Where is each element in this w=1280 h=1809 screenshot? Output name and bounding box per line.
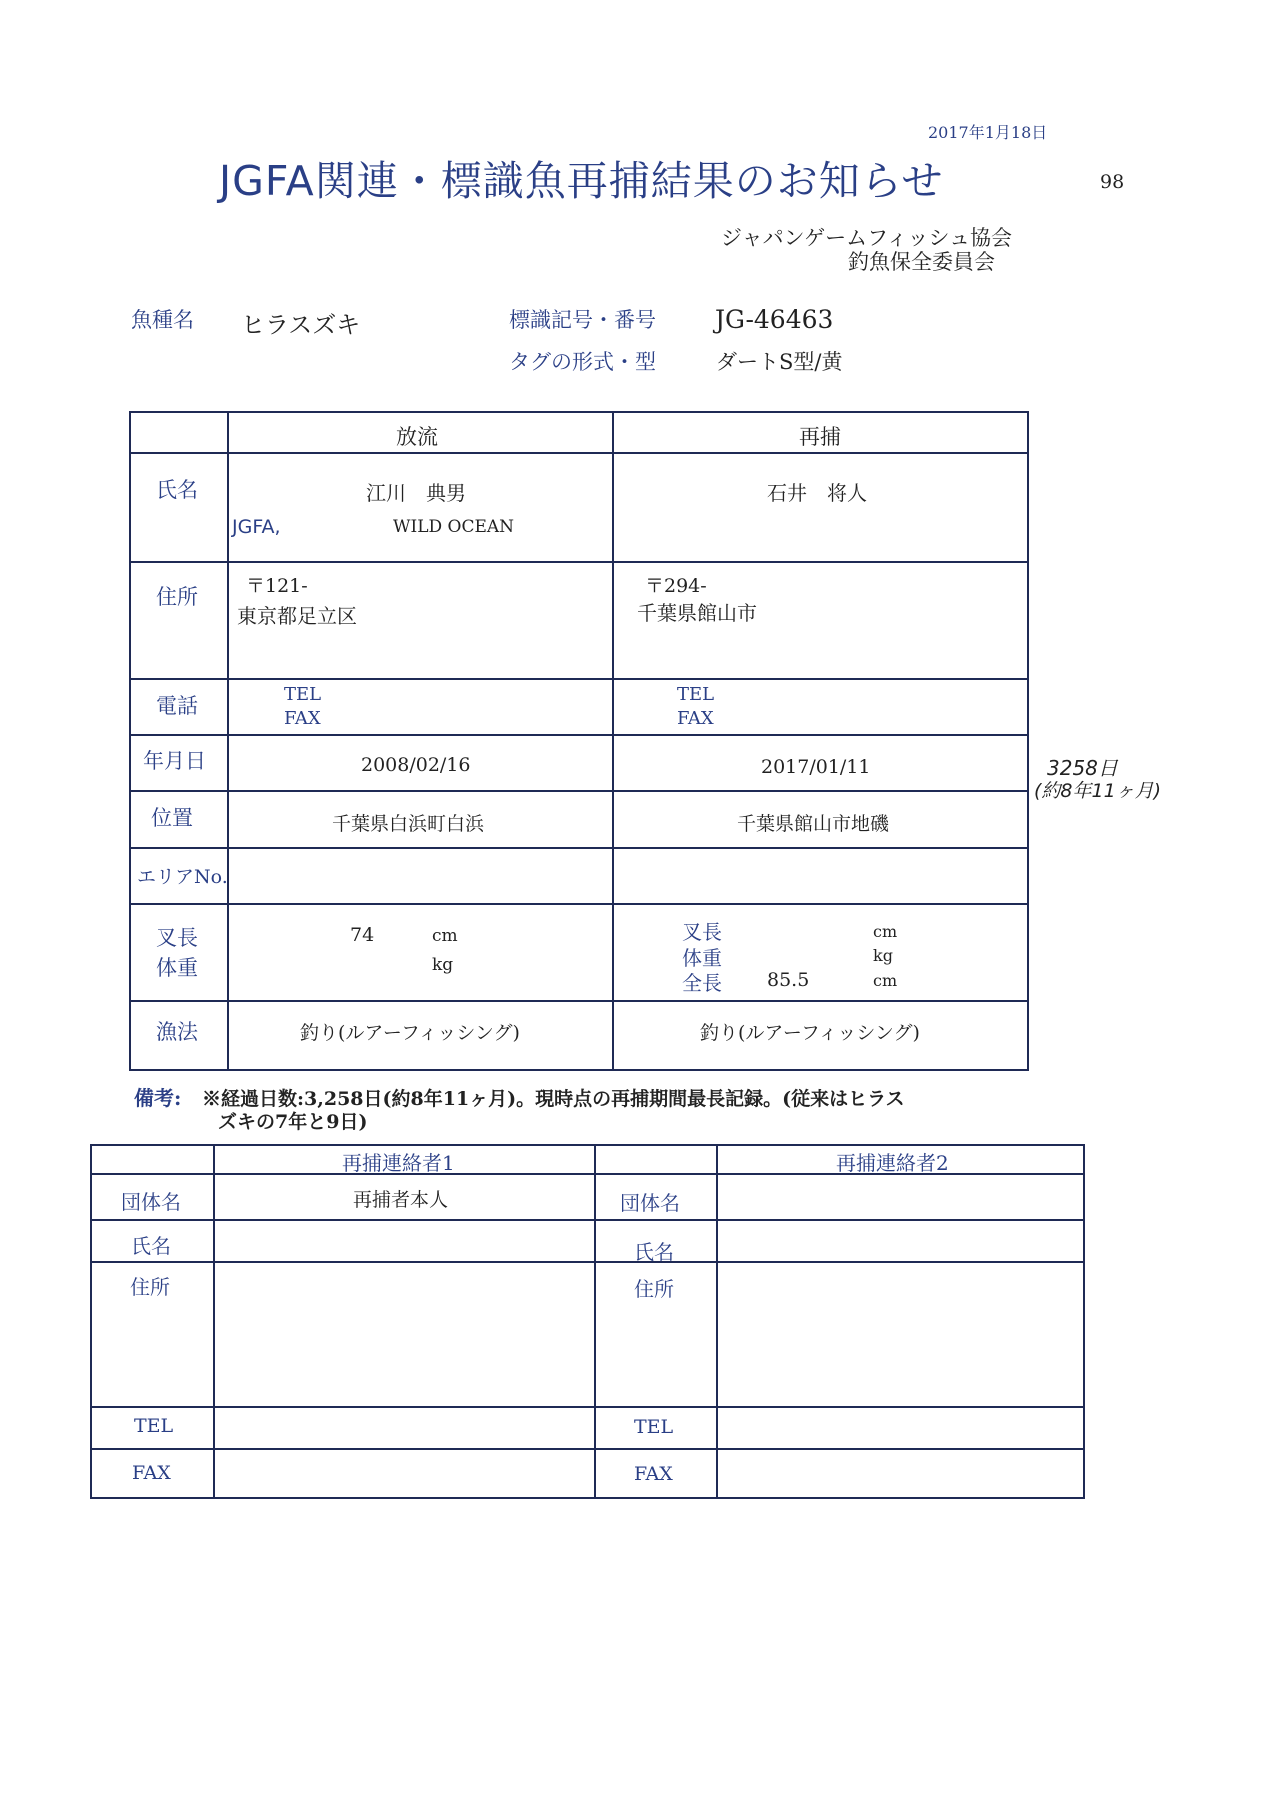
tag-type-value: ダートS型/黄 xyxy=(716,350,843,374)
release-unit-kg: kg xyxy=(432,955,454,975)
contact2-tel-label: TEL xyxy=(634,1416,674,1438)
recapture-fax-label: FAX xyxy=(677,708,714,729)
location-row-label: 位置 xyxy=(151,806,193,830)
area-row-label: エリアNo. xyxy=(137,866,228,888)
release-org-prefix: JGFA, xyxy=(232,516,281,538)
address-row-label: 住所 xyxy=(156,585,198,609)
release-location: 千葉県白浜町白浜 xyxy=(332,813,485,835)
org-committee: 釣魚保全委員会 xyxy=(848,250,995,274)
contact2-address-label: 住所 xyxy=(634,1277,674,1301)
issue-date: 2017年1月18日 xyxy=(928,123,1048,142)
remarks-text-line1: ※経過日数:3,258日(約8年11ヶ月)。現時点の再捕期間最長記録。(従来はヒラス xyxy=(202,1088,905,1110)
release-date: 2008/02/16 xyxy=(361,754,471,776)
recapture-zip: 〒294- xyxy=(645,575,707,597)
release-column-header: 放流 xyxy=(396,425,438,449)
page-title: JGFA関連・標識魚再捕結果のお知らせ xyxy=(219,157,944,205)
release-unit-cm: cm xyxy=(432,926,458,946)
recapture-date: 2017/01/11 xyxy=(761,756,871,778)
name-row-label: 氏名 xyxy=(156,478,198,502)
release-fork-length-label: 叉長 xyxy=(156,926,198,950)
contact2-group-label: 団体名 xyxy=(620,1191,680,1215)
remarks-label: 備考: xyxy=(134,1086,182,1110)
release-weight-label: 体重 xyxy=(156,956,198,980)
contact1-group-label: 団体名 xyxy=(121,1190,181,1214)
release-angler-name: 江川 典男 xyxy=(366,481,466,505)
contact1-fax-label: FAX xyxy=(132,1462,171,1484)
recapture-angler-name: 石井 将人 xyxy=(767,481,867,505)
release-org-name: WILD OCEAN xyxy=(393,517,515,537)
release-zip: 〒121- xyxy=(246,575,308,597)
recapture-weight-label: 体重 xyxy=(682,946,722,970)
contact2-fax-label: FAX xyxy=(634,1463,673,1485)
recapture-method: 釣り(ルアーフィッシング) xyxy=(700,1022,920,1044)
method-row-label: 漁法 xyxy=(156,1020,198,1044)
contact1-header: 再捕連絡者1 xyxy=(342,1151,455,1175)
release-fork-length-value: 74 xyxy=(350,924,375,946)
page-number: 98 xyxy=(1100,171,1125,193)
release-method: 釣り(ルアーフィッシング) xyxy=(300,1022,520,1044)
release-address: 東京都足立区 xyxy=(237,604,357,628)
date-row-label: 年月日 xyxy=(143,749,206,773)
tag-type-label: タグの形式・型 xyxy=(509,350,656,374)
handwritten-elapsed-days: 3258日 xyxy=(1047,756,1118,780)
release-tel-label: TEL xyxy=(284,684,322,705)
contact1-tel-label: TEL xyxy=(134,1415,174,1437)
recapture-tel-label: TEL xyxy=(677,684,715,705)
recapture-fork-length-label: 叉長 xyxy=(682,920,722,944)
org-name: ジャパンゲームフィッシュ協会 xyxy=(721,226,1013,250)
recapture-total-length-label: 全長 xyxy=(682,971,722,995)
contact1-address-label: 住所 xyxy=(130,1275,170,1299)
contact2-header: 再捕連絡者2 xyxy=(836,1151,949,1175)
species-label: 魚種名 xyxy=(131,308,194,332)
recapture-address: 千葉県館山市 xyxy=(637,601,757,625)
recapture-unit-kg: kg xyxy=(873,946,893,965)
release-fax-label: FAX xyxy=(284,708,321,729)
recapture-unit-cm-fork: cm xyxy=(873,922,898,941)
handwritten-elapsed-period: (約8年11ヶ月) xyxy=(1034,780,1162,802)
remarks-text-line2: ズキの7年と9日) xyxy=(218,1111,368,1133)
contact2-name-label: 氏名 xyxy=(634,1240,674,1264)
recapture-location: 千葉県館山市地磯 xyxy=(737,813,890,835)
recapture-total-length-value: 85.5 xyxy=(767,969,810,991)
tag-label: 標識記号・番号 xyxy=(509,308,656,332)
contact1-group-value: 再捕者本人 xyxy=(353,1189,449,1211)
tag-value: JG-46463 xyxy=(715,305,834,334)
recapture-column-header: 再捕 xyxy=(799,425,841,449)
species-value: ヒラスズキ xyxy=(241,311,361,339)
contact1-name-label: 氏名 xyxy=(131,1234,171,1258)
recapture-unit-cm-total: cm xyxy=(873,971,898,990)
phone-row-label: 電話 xyxy=(156,694,198,718)
